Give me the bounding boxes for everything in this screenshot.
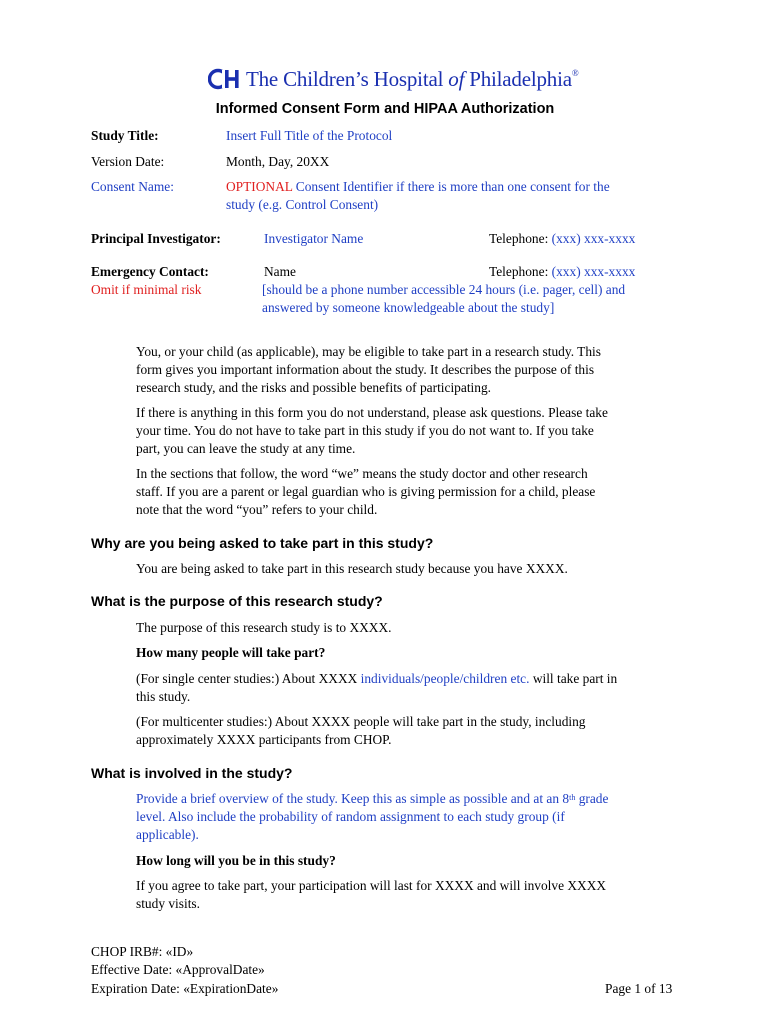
pi-telephone: Telephone: (xxx) xxx-xxxx bbox=[489, 231, 636, 246]
consent-name-value-cont: study (e.g. Control Consent) bbox=[226, 197, 379, 212]
intro-p2-line2: your time. You do not have to take part in this study if you do not want to. If you take bbox=[136, 423, 594, 438]
emergency-instruction-2: answered by someone knowledgeable about the study] bbox=[262, 300, 555, 315]
footer-irb: CHOP IRB#: «ID» bbox=[91, 944, 194, 959]
how-many-heading: How many people will take part? bbox=[136, 645, 326, 660]
intro-p3-line1: In the sections that follow, the word “we” means the study doctor and other research bbox=[136, 466, 588, 481]
emergency-contact-label: Emergency Contact: bbox=[91, 264, 209, 279]
emergency-note: Omit if minimal risk bbox=[91, 282, 202, 297]
logo-text: The Children’s Hospital of Philadelphia® bbox=[246, 66, 579, 91]
emergency-contact-name: Name bbox=[264, 264, 296, 279]
pi-label: Principal Investigator: bbox=[91, 231, 221, 246]
how-long-heading: How long will you be in this study? bbox=[136, 853, 336, 868]
involved-line1: Provide a brief overview of the study. Keep this as simple as possible and at an 8th grade bbox=[136, 791, 609, 806]
document-title: Informed Consent Form and HIPAA Authorization bbox=[215, 101, 555, 117]
consent-name-label: Consent Name: bbox=[91, 179, 174, 194]
intro-p2-line1: If there is anything in this form you do not understand, please ask questions. Please take bbox=[136, 405, 608, 420]
chop-logo bbox=[208, 64, 578, 94]
intro-p1-line1: You, or your child (as applicable), may be eligible to take part in a research study. This bbox=[136, 344, 601, 359]
chop-logo-icon bbox=[208, 67, 242, 91]
why-heading: Why are you being asked to take part in this study? bbox=[91, 535, 434, 551]
single-center-line1: (For single center studies:) About XXXX individuals/people/children etc. will take part in bbox=[136, 671, 618, 686]
footer-expiration-date: Expiration Date: «ExpirationDate» bbox=[91, 981, 279, 996]
how-long-line2: study visits. bbox=[136, 896, 200, 911]
multicenter-line2: approximately XXXX participants from CHOP. bbox=[136, 732, 392, 747]
multicenter-line1: (For multicenter studies:) About XXXX people will take part in the study, including bbox=[136, 714, 586, 729]
version-date-value: Month, Day, 20XX bbox=[226, 154, 330, 169]
emergency-telephone: Telephone: (xxx) xxx-xxxx bbox=[489, 264, 636, 279]
study-title-value: Insert Full Title of the Protocol bbox=[226, 128, 393, 143]
involved-heading: What is involved in the study? bbox=[91, 765, 293, 781]
emergency-instruction-1: [should be a phone number accessible 24 hours (i.e. pager, cell) and bbox=[262, 282, 626, 297]
pi-name: Investigator Name bbox=[264, 231, 364, 246]
version-date-label: Version Date: bbox=[91, 154, 165, 169]
consent-name-value: OPTIONAL Consent Identifier if there is more than one consent for the bbox=[226, 179, 610, 194]
intro-p3-line3: note that the word “you” refers to your child. bbox=[136, 502, 378, 517]
involved-line2: level. Also include the probability of random assignment to each study group (if bbox=[136, 809, 565, 824]
single-center-line2: this study. bbox=[136, 689, 191, 704]
study-title-label: Study Title: bbox=[91, 128, 159, 143]
page-number: Page 1 of 13 bbox=[605, 981, 673, 996]
intro-p3-line2: staff. If you are a parent or legal guardian who is giving permission for a child, please bbox=[136, 484, 596, 499]
footer-effective-date: Effective Date: «ApprovalDate» bbox=[91, 962, 265, 977]
purpose-heading: What is the purpose of this research study? bbox=[91, 593, 383, 609]
intro-p1-line3: research study, and the risks and possible benefits of participating. bbox=[136, 380, 492, 395]
involved-line3: applicable). bbox=[136, 827, 199, 842]
intro-p1-line2: form gives you important information about the study. It describes the purpose of this bbox=[136, 362, 595, 377]
optional-tag: OPTIONAL bbox=[226, 179, 293, 194]
intro-p2-line3: part, you can leave the study at any time. bbox=[136, 441, 356, 456]
how-long-line1: If you agree to take part, your participation will last for XXXX and will involve XXXX bbox=[136, 878, 607, 893]
purpose-text: The purpose of this research study is to XXXX. bbox=[136, 620, 392, 635]
why-text: You are being asked to take part in this research study because you have XXXX. bbox=[136, 561, 568, 576]
